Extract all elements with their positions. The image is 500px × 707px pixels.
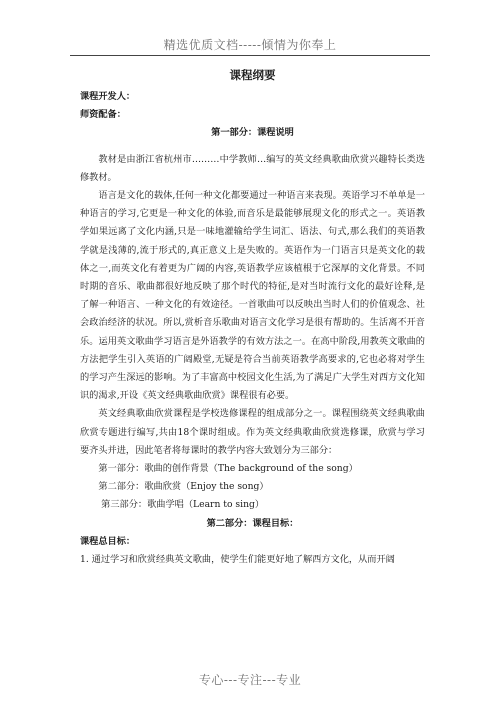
- goal-item-1: 1. 通过学习和欣赏经典英文歌曲，使学生们能更好地了解西方文化，从而开阔: [80, 554, 395, 566]
- intro-paragraph: 教材是由浙江省杭州市………中学教师…编写的英文经典歌曲欣赏兴趣特长类选修教材。: [80, 153, 425, 183]
- lesson-part-3: 第三部分：歌曲学唱（Learn to sing）: [101, 499, 265, 511]
- course-structure-paragraph: 英文经典歌曲欣赏课程是学校选修课程的组成部分之一。课程围绕英文经典歌曲欣赏专题进行编写,共由18个课时组成。作为英文经典歌曲欣赏选修课，欣赏与学习要齐头并进，因此笔者将每课时的教学内容大致划分为三部分：: [80, 408, 425, 456]
- overall-goals-label: 课程总目标：: [80, 535, 136, 547]
- lesson-part-1: 第一部分：歌曲的创作背景（The background of the song）: [98, 463, 358, 475]
- section-2-heading: 第二部分：课程目标：: [206, 517, 299, 529]
- culture-paragraph: 语言是文化的载体,任何一种文化都要通过一种语言来表现。英语学习不单单是一种语言的学习,它更是一种文化的体验,而音乐是最能够展现文化的形式之一。英语教学如果远离了文化内涵,只是一味地灌输给学生词汇、语法、句式,那么我们的英语教学就是浅薄的,流于形式的,真正意义上是失败的。英语作为一门语言只是英文化的载体之一,而英文化有着更为广阔的内容,英语教学应该植根于它深厚的文化背景。不同时期的音乐、歌曲都很好地反映了那个时代的特征,是对当时流行文化的最好诠释,是了解一种语言、一种文化的有效途径。一首歌曲可以反映出当时人们的价值观念、社会政治经济的状况。所以,赏析音乐歌曲对语言文化学习是很有帮助的。生活离不开音乐。运用英文歌曲学习语言是外语教学的有效方法之一。在高中阶段,用教英文歌曲的方法把学生引入英语的广阔殿堂,无疑是符合当前英语教学高要求的,它也必将对学生的学习产生深远的影响。为了丰富高中校园文化生活,为了满足广大学生对西方文化知识的渴求,开设《英文经典歌曲欣赏》课程很有必要。: [80, 190, 425, 402]
- lesson-part-2: 第二部分：歌曲欣赏（Enjoy the song）: [98, 481, 269, 493]
- section-1-heading: 第一部分：课程说明: [211, 127, 294, 139]
- instructor-field: 师资配备：: [80, 109, 126, 121]
- header-banner: 精选优质文档-----倾情为你奉上: [163, 38, 337, 52]
- document-body: [80, 64, 425, 569]
- footer-banner: 专心---专注---专业: [198, 673, 302, 687]
- header-divider: [70, 55, 430, 56]
- developer-field: 课程开发人：: [80, 91, 136, 102]
- document-title: 课程纲要: [229, 68, 276, 82]
